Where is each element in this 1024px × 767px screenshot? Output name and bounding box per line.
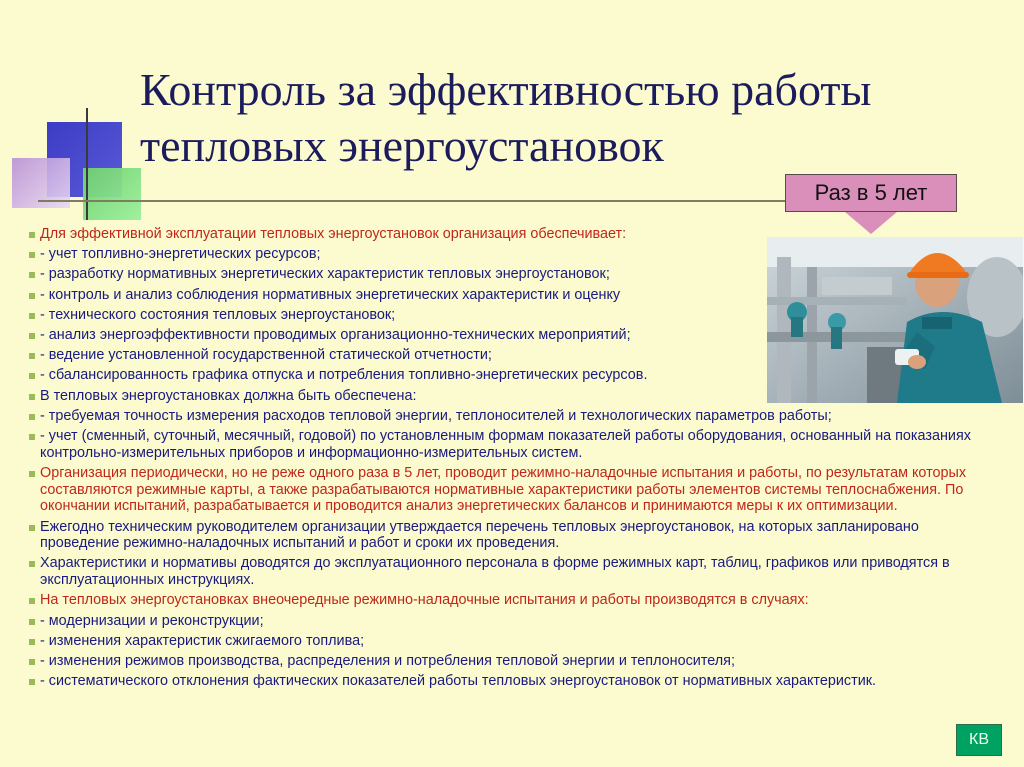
bullet-icon [29, 293, 35, 299]
bullet-icon [29, 598, 35, 604]
body-paragraph: - изменения режимов производства, распределения и потребления тепловой энергии и теплоносителя; [28, 653, 993, 670]
bullet-icon [29, 619, 35, 625]
bullet-icon [29, 252, 35, 258]
bullet-icon [29, 525, 35, 531]
body-paragraph: - контроль и анализ соблюдения нормативных энергетических характеристик и оценку [28, 287, 785, 304]
bullet-icon [29, 313, 35, 319]
decor-horizontal-line [38, 200, 798, 202]
body-paragraph: - систематического отклонения фактических показателей работы тепловых энергоустановок от нормативных характеристик. [28, 673, 940, 690]
bullet-icon [29, 679, 35, 685]
body-paragraph: Ежегодно техническим руководителем организации утверждается перечень тепловых энергоустановок, на которых запланировано проведение режимно-наладочных испытаний и работ и сроки их проведения. [28, 519, 993, 552]
body-paragraph: Для эффективной эксплуатации тепловых энергоустановок организация обеспечивает: [28, 226, 785, 243]
body-paragraph: - анализ энергоэффективности проводимых организационно-технических мероприятий; [28, 327, 785, 344]
bullet-icon [29, 373, 35, 379]
slide-title-line-1: Контроль за эффективностью работы [140, 64, 872, 115]
bullet-icon [29, 659, 35, 665]
body-paragraph: - изменения характеристик сжигаемого топлива; [28, 633, 993, 650]
bullet-icon [29, 561, 35, 567]
body-paragraph: - разработку нормативных энергетических характеристик тепловых энергоустановок; [28, 266, 785, 283]
period-badge: Раз в 5 лет [785, 174, 957, 212]
body-paragraph: На тепловых энергоустановках внеочередные режимно-наладочные испытания и работы производятся в случаях: [28, 592, 993, 609]
body-paragraph: - требуемая точность измерения расходов тепловой энергии, теплоносителей и технологических параметров работы; [28, 408, 993, 425]
bullet-icon [29, 434, 35, 440]
body-paragraph: В тепловых энергоустановках должна быть обеспечена: [28, 388, 993, 405]
kv-button[interactable]: КВ [956, 724, 1002, 756]
body-paragraph: - сбалансированность графика отпуска и потребления топливно-энергетических ресурсов. [28, 367, 800, 384]
bullet-icon [29, 639, 35, 645]
body-paragraph: - ведение установленной государственной статической отчетности; [28, 347, 785, 364]
bullet-icon [29, 232, 35, 238]
slide-title-line-2: тепловых энергоустановок [140, 120, 664, 171]
body-paragraph: - учет (сменный, суточный, месячный, годовой) по установленным формам показателей работы оборудования, основанный на показаниях контрольно-измерительных приборов и информационно-измерительных систем. [28, 428, 993, 461]
body-paragraph: Организация периодически, но не реже одного раза в 5 лет, проводит режимно-наладочные испытания и работы, по результатам которых составляются режимные карты, а также разрабатываются нормативные характеристики работы элементов системы теплоснабжения. По окончании испытаний, разрабатывается и проводится анализ энергетических балансов и принимаются меры к их оптимизации. [28, 465, 993, 515]
slide-title [140, 62, 1000, 174]
bullet-icon [29, 471, 35, 477]
bullet-icon [29, 353, 35, 359]
bullet-icon [29, 333, 35, 339]
bullet-icon [29, 394, 35, 400]
decor-vertical-line [86, 108, 88, 220]
bullet-icon [29, 414, 35, 420]
body-paragraph: - технического состояния тепловых энергоустановок; [28, 307, 785, 324]
body-paragraph: Характеристики и нормативы доводятся до эксплуатационного персонала в форме режимных карт, таблиц, графиков или приводятся в эксплуатационных инструкциях. [28, 555, 993, 588]
bullet-icon [29, 272, 35, 278]
decor-green-square [83, 168, 141, 220]
body-paragraph: - модернизации и реконструкции; [28, 613, 993, 630]
body-paragraph: - учет топливно-энергетических ресурсов; [28, 246, 785, 263]
slide-body [28, 226, 993, 693]
